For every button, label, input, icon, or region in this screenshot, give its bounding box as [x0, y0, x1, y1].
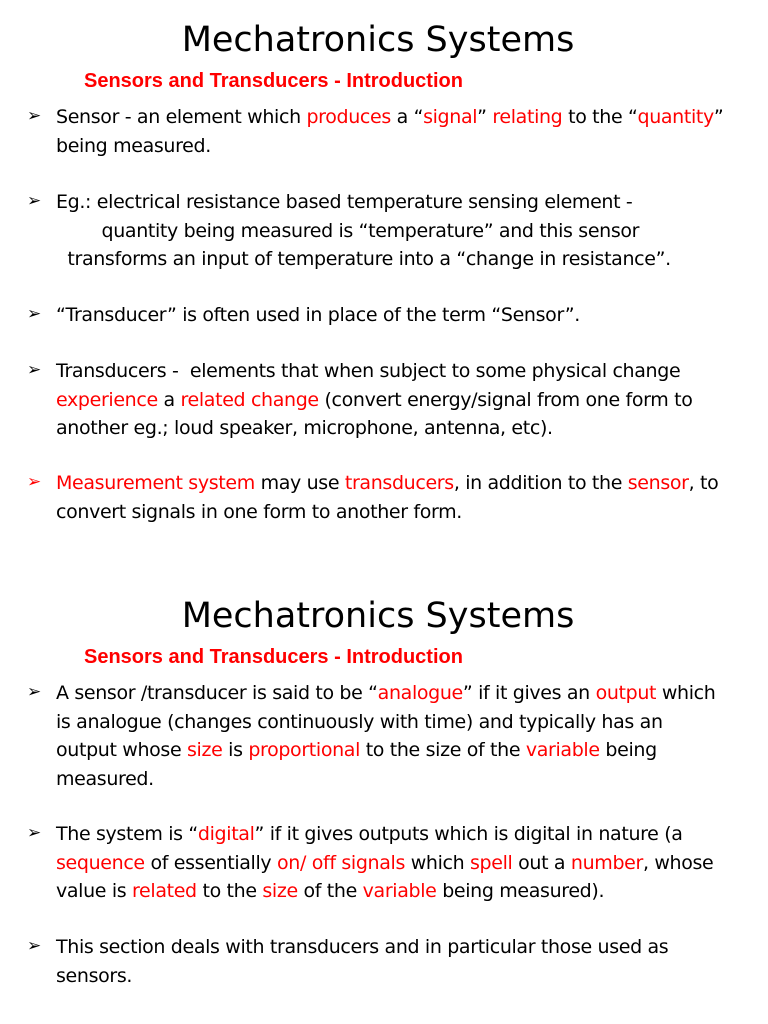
- text-run: , to: [688, 472, 719, 494]
- text-run: which: [656, 682, 716, 704]
- text-run: Transducers - elements that when subject to some physical change: [56, 360, 681, 382]
- bullet-line: [56, 962, 746, 991]
- highlighted-term: Measurement system: [56, 472, 255, 494]
- highlighted-term: variable: [362, 880, 437, 902]
- text-run: , whose: [642, 851, 714, 874]
- slide-title: Mechatronics Systems: [181, 596, 575, 636]
- text-run: is: [222, 739, 249, 761]
- bullet-line: [56, 217, 746, 246]
- bullet-line: [56, 765, 746, 794]
- bullet-line: [56, 414, 746, 443]
- text-run: to the “: [562, 106, 638, 128]
- bullet-line: [56, 132, 746, 161]
- bullet-line: [56, 469, 746, 498]
- slide-subtitle: Sensors and Transducers - Introduction: [84, 646, 463, 668]
- arrow-bullet-icon: ➢: [27, 360, 42, 380]
- bullet-line: [56, 245, 746, 274]
- bullet-line: [56, 877, 746, 906]
- highlighted-term: size: [262, 880, 298, 902]
- arrow-bullet-icon: ➢: [27, 191, 42, 211]
- bullet-line: [56, 679, 746, 708]
- bullet-text: [56, 679, 746, 793]
- highlighted-term: related: [132, 880, 197, 902]
- text-run: Sensor - an element which: [56, 106, 307, 128]
- text-run: value is: [56, 880, 133, 902]
- arrow-bullet-icon: ➢: [27, 106, 42, 126]
- bullet-line: [56, 933, 746, 962]
- text-run: output whose: [56, 739, 187, 761]
- arrow-bullet-icon: ➢: [27, 823, 42, 843]
- text-run: (convert energy/signal from one form to: [318, 388, 693, 411]
- text-run: “Transducer” is often used in place of the term “Sensor”.: [56, 304, 580, 326]
- text-run: sensors.: [56, 964, 133, 987]
- highlighted-term: variable: [525, 739, 600, 761]
- bullet-text: [56, 933, 746, 990]
- text-run: is analogue (changes continuously with time) and typically has an: [56, 710, 663, 733]
- bullet-line: [56, 103, 746, 132]
- text-run: Eg.: electrical resistance based temperature sensing element -: [56, 191, 633, 213]
- slide-title: Mechatronics Systems: [181, 20, 575, 60]
- text-run: to the: [196, 880, 263, 902]
- highlighted-term: spell: [470, 851, 513, 874]
- highlighted-term: on/ off signals: [277, 851, 406, 874]
- bullet-line: [56, 498, 746, 527]
- arrow-bullet-icon: ➢: [27, 304, 42, 324]
- bullet-line: [56, 357, 746, 386]
- text-run: may use: [254, 472, 345, 494]
- arrow-bullet-icon: ➢: [27, 936, 42, 956]
- highlighted-term: proportional: [248, 739, 361, 761]
- text-run: convert signals in one form to another form.: [56, 500, 462, 523]
- bullet-line: [56, 188, 746, 217]
- highlighted-term: produces: [306, 106, 391, 128]
- highlighted-term: relating: [492, 106, 563, 128]
- text-run: measured.: [56, 767, 154, 790]
- text-run: transforms an input of temperature into a “change in resistance”.: [56, 248, 671, 270]
- bullet-text: [56, 820, 746, 906]
- text-run: being measured.: [56, 134, 211, 157]
- highlighted-term: experience: [56, 388, 158, 411]
- highlighted-term: number: [570, 851, 643, 874]
- text-run: , in addition to the: [453, 472, 628, 494]
- slide-subtitle: Sensors and Transducers - Introduction: [84, 70, 463, 92]
- bullet-text: [56, 301, 746, 330]
- text-run: This section deals with transducers and in particular those used as: [56, 936, 669, 958]
- text-run: a “: [390, 106, 424, 128]
- highlighted-term: transducers: [344, 472, 454, 494]
- text-run: a: [157, 388, 181, 411]
- text-run: ” if it gives an: [462, 682, 596, 704]
- text-run: The system is “: [56, 823, 198, 845]
- highlighted-term: sequence: [56, 851, 145, 874]
- highlighted-term: quantity: [637, 106, 714, 128]
- highlighted-term: related change: [180, 388, 319, 411]
- text-run: ” if it gives outputs which is digital in nature (a: [254, 823, 683, 845]
- highlighted-term: digital: [197, 823, 255, 845]
- text-run: being measured).: [436, 880, 605, 902]
- text-run: ”: [713, 106, 724, 128]
- bullet-text: [56, 469, 746, 526]
- bullet-line: [56, 386, 746, 415]
- text-run: quantity being measured is “temperature” and this sensor: [56, 219, 640, 242]
- highlighted-term: sensor: [627, 472, 689, 494]
- text-run: ”: [477, 106, 493, 128]
- bullet-line: [56, 736, 746, 765]
- bullet-line: [56, 301, 746, 330]
- bullet-text: [56, 188, 746, 274]
- text-run: another eg.; loud speaker, microphone, antenna, etc).: [56, 417, 553, 439]
- text-run: of essentially: [144, 851, 277, 874]
- text-run: A sensor /transducer is said to be “: [56, 682, 378, 704]
- bullet-line: [56, 849, 746, 878]
- text-run: to the size of the: [360, 739, 526, 761]
- text-run: of the: [297, 880, 363, 902]
- arrow-bullet-icon: ➢: [27, 682, 42, 702]
- text-run: out a: [512, 851, 571, 874]
- highlighted-term: output: [595, 682, 657, 704]
- highlighted-term: analogue: [377, 682, 463, 704]
- highlighted-term: signal: [423, 106, 478, 128]
- text-run: which: [405, 851, 470, 874]
- bullet-text: [56, 357, 746, 443]
- arrow-bullet-icon: ➢: [27, 472, 42, 492]
- bullet-line: [56, 708, 746, 737]
- bullet-text: [56, 103, 746, 160]
- text-run: being: [599, 739, 657, 761]
- bullet-line: [56, 820, 746, 849]
- highlighted-term: size: [187, 739, 223, 761]
